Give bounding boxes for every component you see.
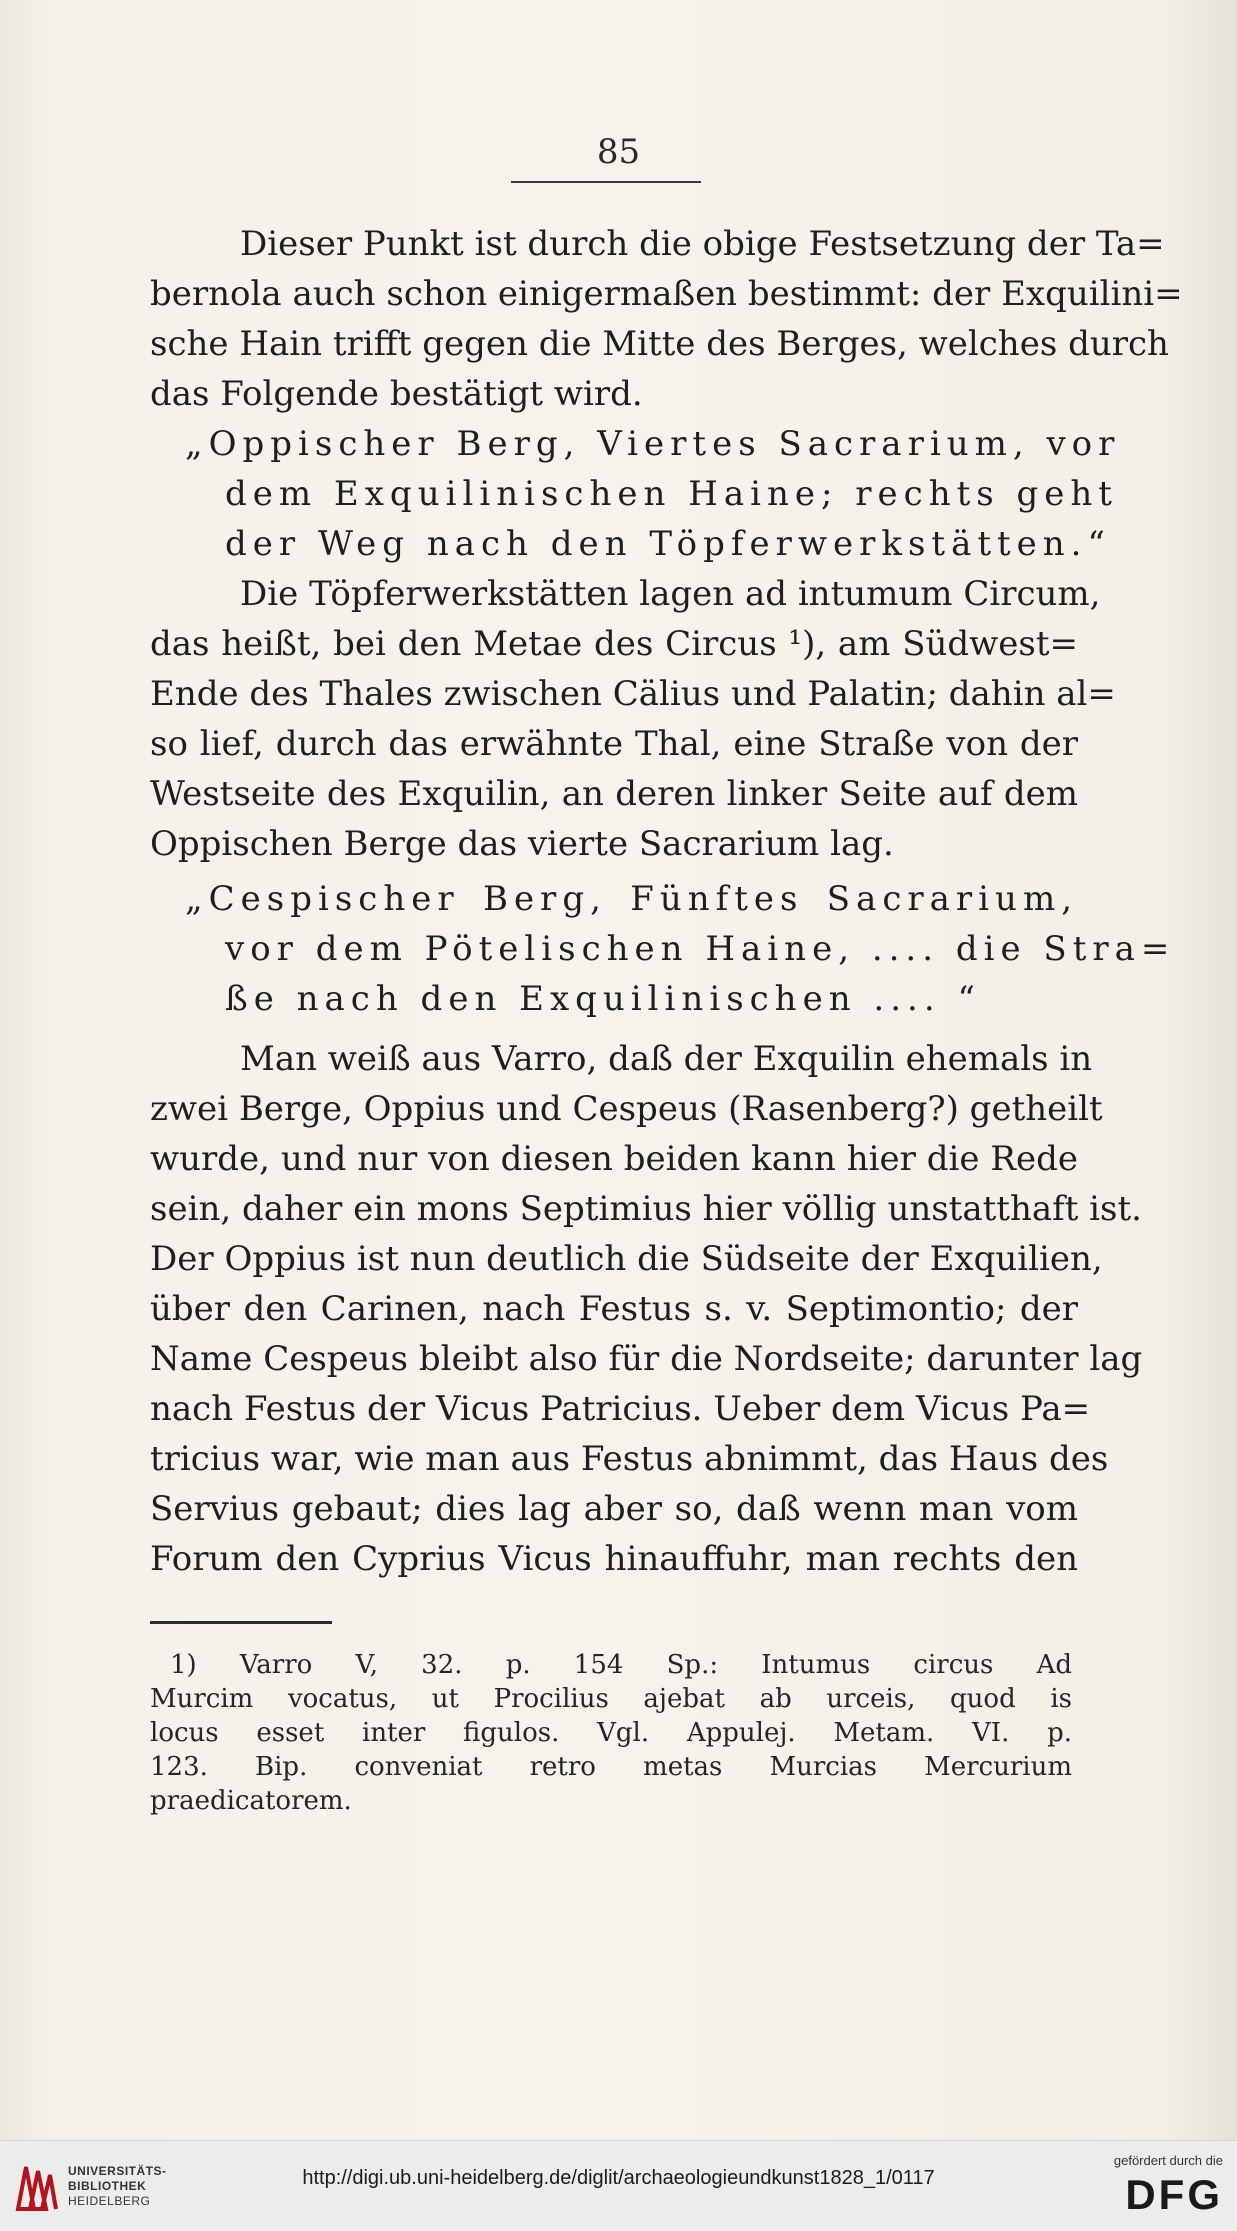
body-line: Dieser Punkt ist durch die obige Festsetzung der Ta= xyxy=(240,224,1165,264)
library-name-line: HEIDELBERG xyxy=(68,2194,151,2208)
body-line: das heißt, bei den Metae des Circus ¹), am Südwest= xyxy=(150,624,1078,664)
footnote-rule xyxy=(150,1621,332,1624)
library-name-line: BIBLIOTHEK xyxy=(68,2179,147,2193)
body-line: Ende des Thales zwischen Cälius und Palatin; dahin al= xyxy=(150,674,1116,714)
permalink-url[interactable]: http://digi.ub.uni-heidelberg.de/diglit/archaeologieundkunst1828_1/0117 xyxy=(302,2167,935,2189)
body-line: zwei Berge, Oppius und Cespeus (Rasenberg?) getheilt xyxy=(150,1089,1103,1129)
body-line: Forum den Cyprius Vicus hinauffuhr, man rechts den xyxy=(150,1539,1078,1579)
footnote-line: 1) Varro V, 32. p. 154 Sp.: Intumus circus Ad xyxy=(170,1650,1072,1680)
dfg-logo[interactable]: DFG xyxy=(1125,2171,1223,2218)
quote-line: „Oppischer Berg, Viertes Sacrarium, vor xyxy=(185,424,1121,464)
body-line: so lief, durch das erwähnte Thal, eine Straße von der xyxy=(150,724,1078,764)
quote-line: dem Exquilinischen Haine; rechts geht xyxy=(225,474,1118,514)
body-line: bernola auch schon einigermaßen bestimmt: der Exquilini= xyxy=(150,274,1183,314)
body-line: sein, daher ein mons Septimius hier völlig unstatthaft ist. xyxy=(150,1189,1142,1229)
footnote-line: Murcim vocatus, ut Procilius ajebat ab urceis, quod is xyxy=(150,1684,1072,1714)
body-line: Name Cespeus bleibt also für die Nordseite; darunter lag xyxy=(150,1339,1143,1379)
body-line: tricius war, wie man aus Festus abnimmt, das Haus des xyxy=(150,1439,1109,1479)
quote-line: vor dem Pötelischen Haine, .... die Stra= xyxy=(225,929,1176,969)
body-line: über den Carinen, nach Festus s. v. Septimontio; der xyxy=(150,1289,1078,1329)
body-line: Oppischen Berge das vierte Sacrarium lag. xyxy=(150,824,894,864)
body-line: Der Oppius ist nun deutlich die Südseite der Exquilien, xyxy=(150,1239,1103,1279)
library-name-line: UNIVERSITÄTS- xyxy=(68,2164,167,2178)
quote-line: ße nach den Exquilinischen .... “ xyxy=(225,979,981,1019)
header-rule xyxy=(511,181,701,183)
sponsor-caption: gefördert durch die xyxy=(1113,2153,1223,2168)
footnote-line: 123. Bip. conveniat retro metas Murcias Mercurium xyxy=(150,1752,1072,1782)
footnote-line: locus esset inter figulos. Vgl. Appulej. Metam. VI. p. xyxy=(150,1718,1072,1748)
body-line: Die Töpferwerkstätten lagen ad intumum Circum, xyxy=(240,574,1101,614)
body-line: sche Hain trifft gegen die Mitte des Berges, welches durch xyxy=(150,324,1169,364)
footnote-line: praedicatorem. xyxy=(150,1786,352,1816)
body-line: Servius gebaut; dies lag aber so, daß wenn man vom xyxy=(150,1489,1078,1529)
body-line: Man weiß aus Varro, daß der Exquilin ehemals in xyxy=(240,1039,1093,1079)
body-line: das Folgende bestätigt wird. xyxy=(150,374,643,414)
quote-line: der Weg nach den Töpferwerkstätten.“ xyxy=(225,524,1111,564)
page-number: 85 xyxy=(596,132,641,172)
viewer-footer xyxy=(0,2140,1237,2231)
body-line: wurde, und nur von diesen beiden kann hier die Rede xyxy=(150,1139,1078,1179)
body-line: nach Festus der Vicus Patricius. Ueber dem Vicus Pa= xyxy=(150,1389,1091,1429)
quote-line: „Cespischer Berg, Fünftes Sacrarium, xyxy=(185,879,1078,919)
body-line: Westseite des Exquilin, an deren linker Seite auf dem xyxy=(150,774,1078,814)
